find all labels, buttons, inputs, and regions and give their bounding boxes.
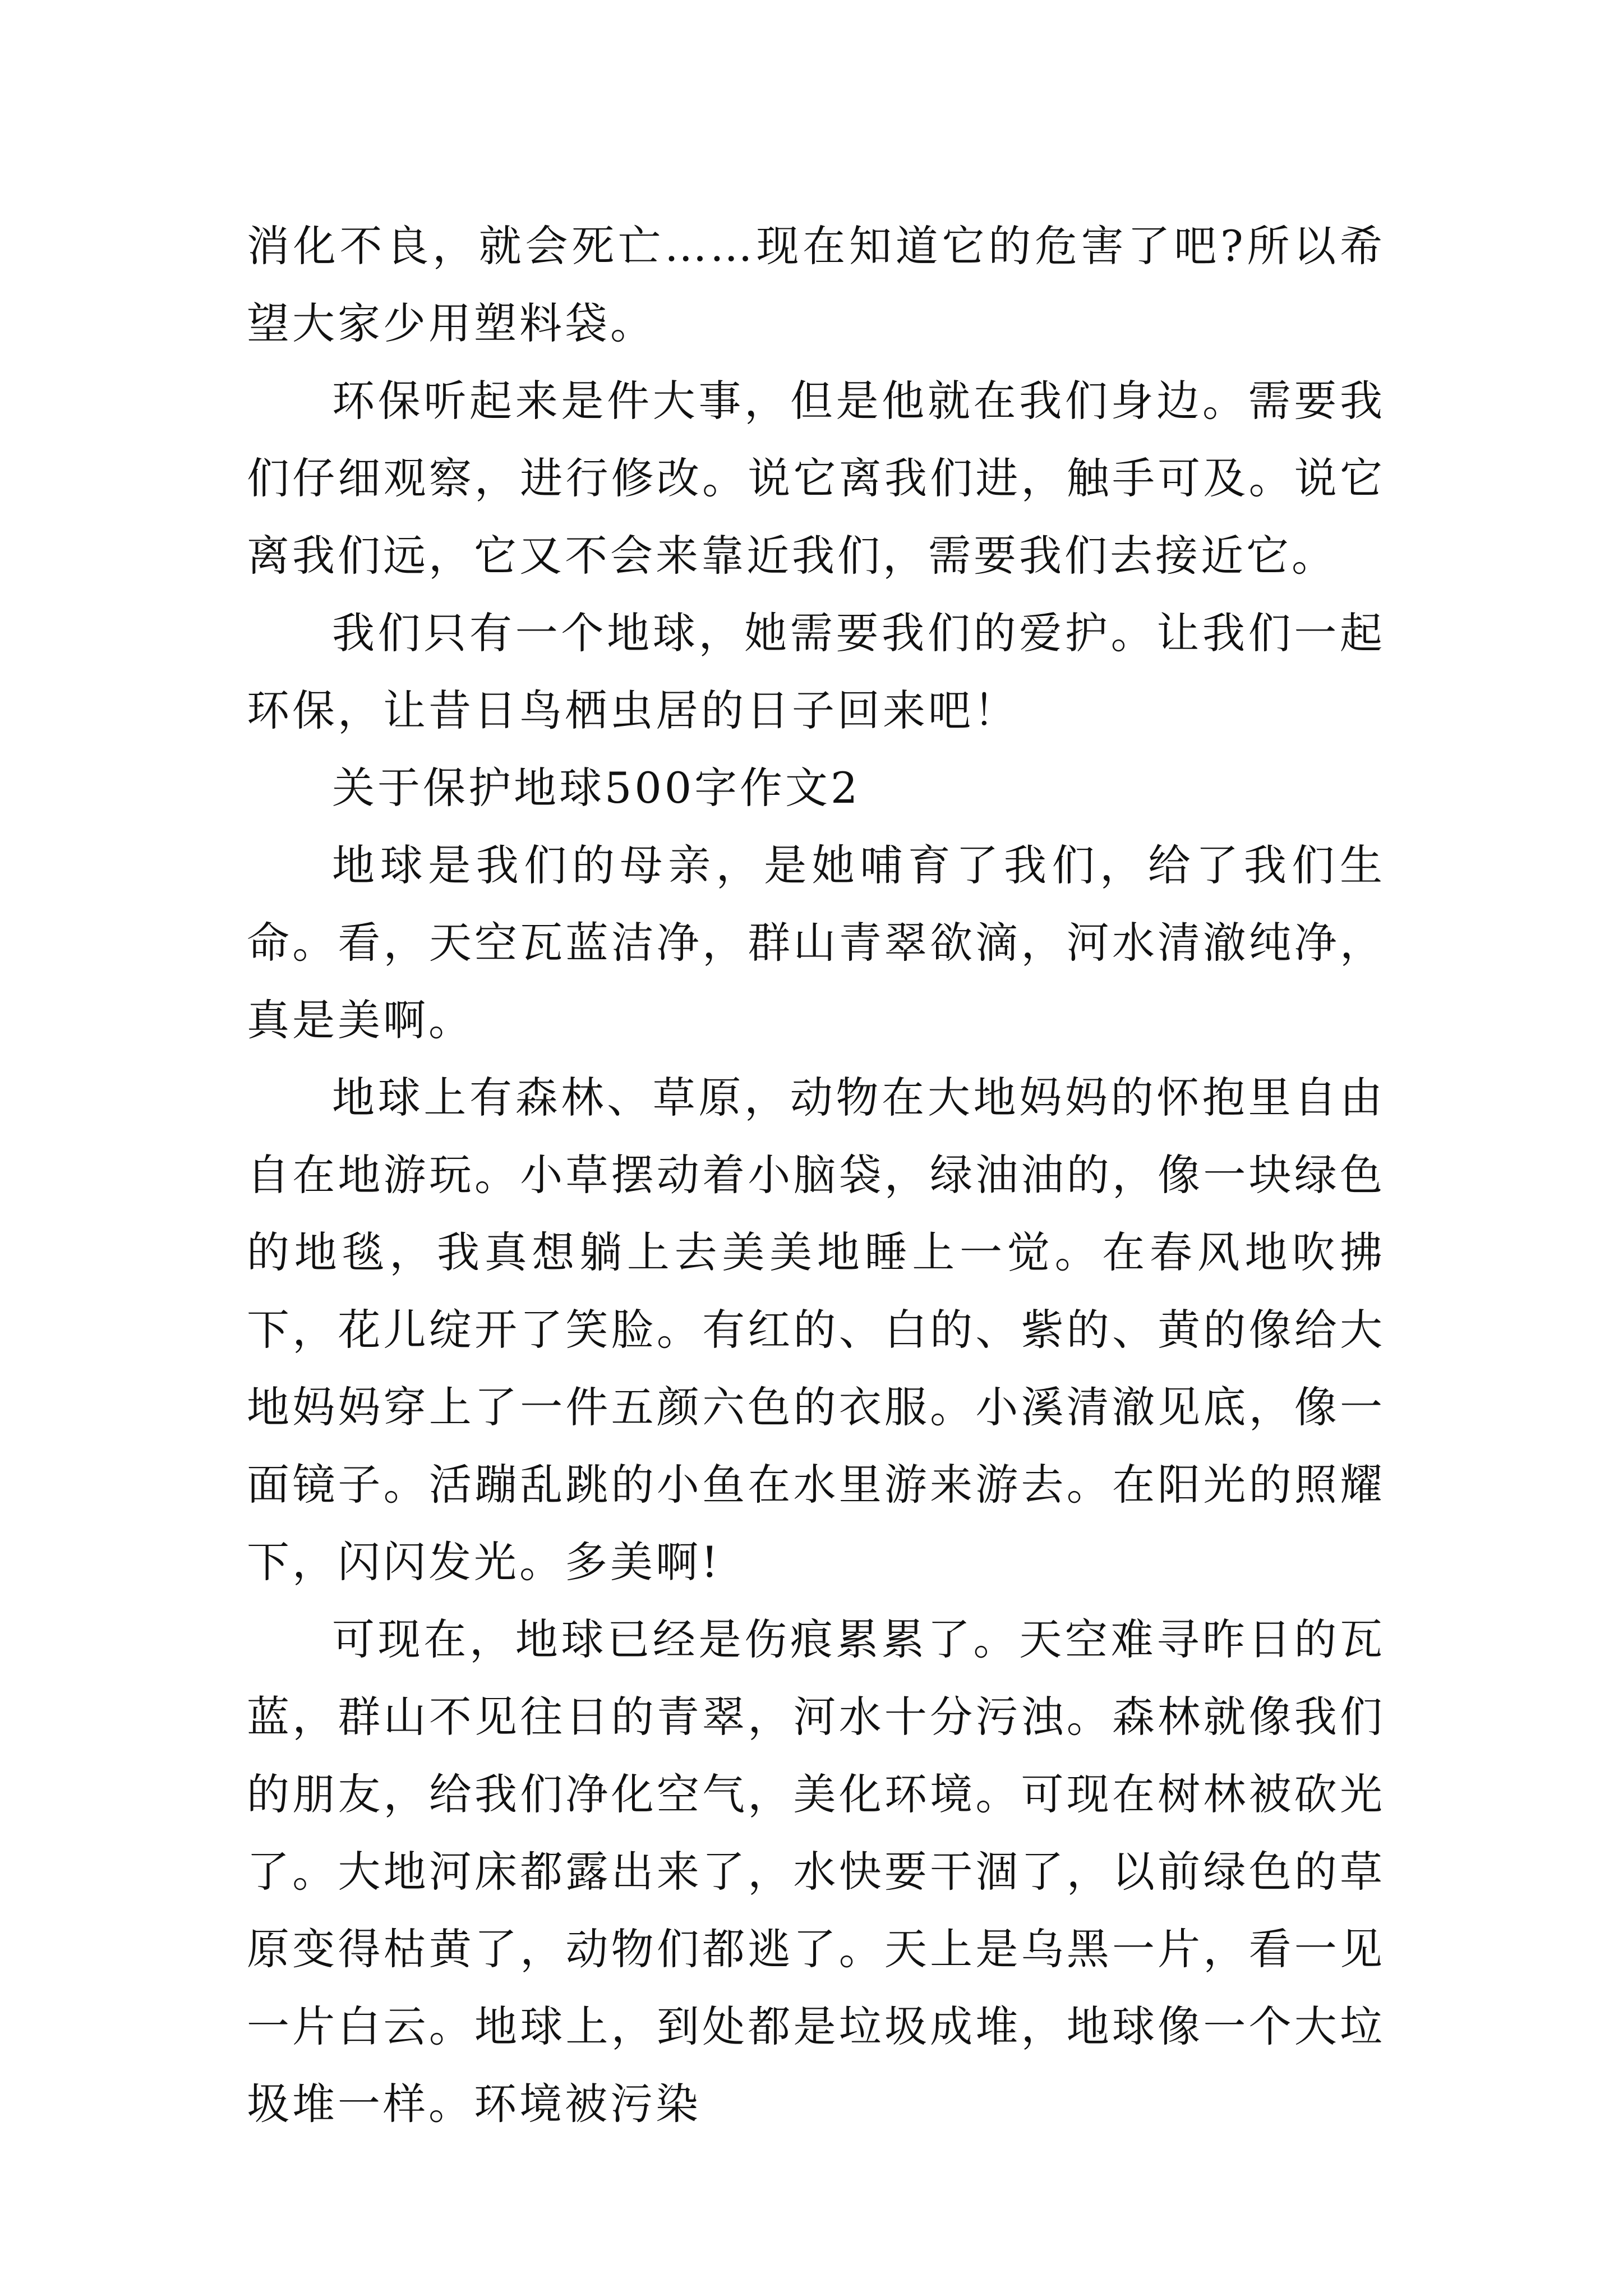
paragraph: 我们只有一个地球，她需要我们的爱护。让我们一起环保，让昔日鸟栖虫居的日子回来吧！: [247, 608, 1385, 735]
paragraph: 地球是我们的母亲，是她哺育了我们，给了我们生命。看，天空瓦蓝洁净，群山青翠欲滴，河水清澈纯净，真是美啊。: [247, 840, 1385, 1045]
paragraph: 环保听起来是件大事，但是他就在我们身边。需要我们仔细观察，进行修改。说它离我们进，触手可及。说它离我们远，它又不会来靠近我们，需要我们去接近它。: [247, 376, 1385, 581]
paragraph: 地球上有森林、草原，动物在大地妈妈的怀抱里自由自在地游玩。小草摆动着小脑袋，绿油油的，像一块绿色的地毯，我真想躺上去美美地睡上一觉。在春风地吹拂下，花儿绽开了笑脸。有红的、白的、紫的、黄的像给大地妈妈穿上了一件五颜六色的衣服。小溪清澈见底，像一面镜子。活蹦乱跳的小鱼在水里游来游去。在阳光的照耀下，闪闪发光。多美啊!: [247, 1073, 1385, 1587]
paragraph: 消化不良，就会死亡……现在知道它的危害了吧?所以希望大家少用塑料袋。: [247, 221, 1385, 348]
paragraph: 可现在，地球已经是伤痕累累了。天空难寻昨日的瓦蓝，群山不见往日的青翠，河水十分污浊。森林就像我们的朋友，给我们净化空气，美化环境。可现在树林被砍光了。大地河床都露出来了，水快要干涸了，以前绿色的草原变得枯黄了，动物们都逃了。天上是乌黑一片，看一见一片白云。地球上，到处都是垃圾成堆，地球像一个大垃圾堆一样。环境被污染: [247, 1614, 1385, 2129]
document-body: [247, 208, 1385, 2143]
section-heading: 关于保护地球500字作文2: [332, 763, 861, 813]
